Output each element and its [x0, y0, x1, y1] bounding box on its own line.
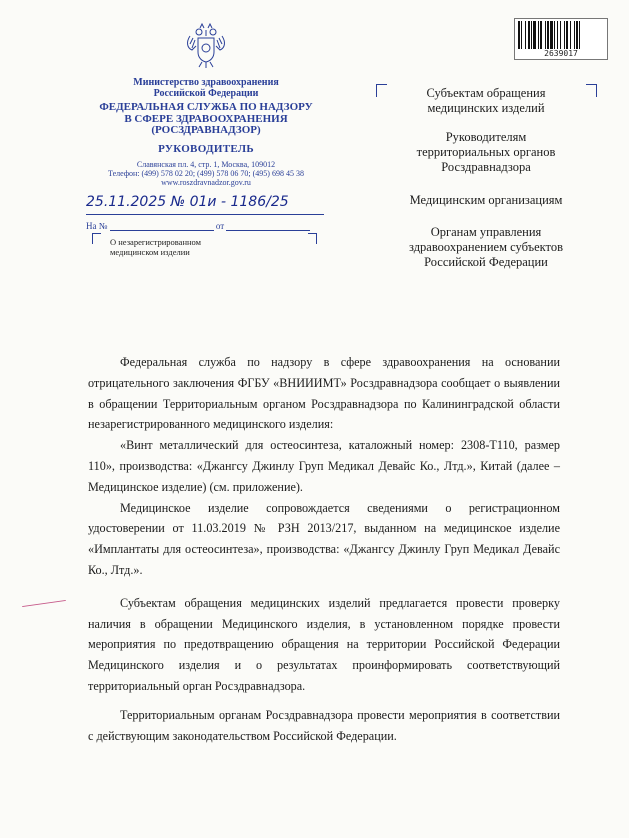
barcode-bar	[560, 21, 561, 49]
registration-underline	[86, 214, 324, 215]
barcode-number: 2639017	[544, 49, 578, 58]
barcode-bar	[521, 21, 522, 49]
barcode-bar	[540, 21, 542, 49]
barcode-bar	[557, 21, 558, 49]
subject-line: О незарегистрированном	[110, 237, 202, 247]
barcode-bar	[533, 21, 536, 49]
barcode-bar	[525, 21, 526, 49]
service-line: В СФЕРЕ ЗДРАВООХРАНЕНИЯ	[124, 112, 288, 125]
barcode-bar	[531, 21, 532, 49]
head-title: РУКОВОДИТЕЛЬ	[158, 143, 254, 155]
body-paragraph: Территориальным органам Росздравнадзора провести мероприятия в соответствии с действующим законодательством Российской Федерации.	[88, 707, 560, 743]
addressee-3	[388, 193, 584, 208]
body-paragraph: Федеральная служба по надзору в сфере здравоохранения на основании отрицательного заключения ФГБУ «ВНИИИМТ» Росздравнадзора сообщает о выявлении в обращении Территориальным органом Росздравнадзора по Калининградской области незарегистрированного медицинского изделия:	[88, 355, 560, 432]
addressee-4	[388, 225, 584, 270]
ministry-line: Российской Федерации	[153, 88, 259, 99]
service-line: (РОСЗДРАВНАДЗОР)	[151, 124, 261, 136]
addressee-1	[388, 86, 584, 116]
barcode-bar	[564, 21, 565, 49]
barcode-bar	[554, 21, 555, 49]
service-line: ФЕДЕРАЛЬНАЯ СЛУЖБА ПО НАДЗОРУ	[99, 101, 313, 113]
subject-corner-left	[92, 233, 101, 244]
barcode-bar	[528, 21, 530, 49]
addressee-corner-left	[376, 84, 387, 97]
registration-block	[86, 194, 336, 216]
phone-line: Телефон: (499) 578 02 20; (499) 578 06 70; (495) 698 45 38	[108, 169, 304, 178]
coat-of-arms-icon	[184, 22, 228, 70]
addressee-line: Медицинским организациям	[409, 193, 563, 207]
website-line: www.roszdravnadzor.gov.ru	[161, 178, 251, 187]
body-paragraph: «Винт металлический для остеосинтеза, каталожный номер: 2308-T110, размер 110», производства: «Джангсу Джинлу Груп Медикал Девайс Ко., Лтд.», Китай (далее – Медицинское изделие) (см. приложение).	[88, 438, 560, 494]
barcode-bar	[566, 21, 568, 49]
subject	[110, 237, 310, 257]
barcode-bar	[570, 21, 571, 49]
barcode-bar	[547, 21, 549, 49]
barcode-bar	[576, 21, 578, 49]
barcode-bar	[538, 21, 539, 49]
barcode-bars	[515, 21, 607, 51]
barcode-bar	[574, 21, 575, 49]
addressee-corner-right	[586, 84, 597, 97]
addressee-line: медицинских изделий	[427, 101, 545, 115]
subject-line: медицинском изделии	[110, 247, 190, 257]
barcode-bar	[579, 21, 580, 49]
ministry-name	[100, 77, 312, 99]
body-text	[88, 352, 560, 746]
addressee-line: здравоохранением субъектов	[408, 240, 563, 254]
service-name	[92, 102, 320, 137]
body-paragraph: Субъектам обращения медицинских изделий предлагается провести проверку наличия в обращении Медицинского изделия, в установленном порядке провести мероприятия по предотвращению обращения на территории Российской Федерации Медицинского изделия и о результатах проинформировать соответствующий территориальный орган Росздравнадзора.	[88, 595, 560, 693]
pen-mark	[22, 600, 66, 607]
from-label: от	[215, 221, 225, 231]
addressee-line: Субъектам обращения	[426, 86, 546, 100]
sender-address	[86, 160, 326, 187]
on-no-blank	[110, 220, 214, 231]
addressee-line: Росздравнадзора	[441, 160, 531, 174]
body-paragraph: Медицинское изделие сопровождается сведениями о регистрационном удостоверении от 11.03.2019 № РЗН 2013/217, выданном на медицинское изделие «Имплантаты для остеосинтеза», производства: «Джангсу Джинлу Груп Медикал Девайс Ко., Лтд.».	[88, 500, 560, 577]
barcode-bar	[550, 21, 553, 49]
from-blank	[226, 220, 310, 231]
addressee-2	[388, 130, 584, 175]
registration-handwritten: 25.11.2025 № 01и - 1186/25	[86, 194, 289, 210]
addressee-line: территориальных органов	[416, 145, 556, 159]
address-line: Славянская пл. 4, стр. 1, Москва, 109012	[136, 160, 276, 169]
reference-line	[86, 220, 326, 231]
ministry-line: Министерство здравоохранения	[133, 77, 279, 88]
addressee-line: Руководителям	[445, 130, 527, 144]
barcode-bar	[545, 21, 546, 49]
barcode	[514, 18, 608, 60]
on-no-label: На №	[86, 221, 108, 231]
addressee-line: Российской Федерации	[424, 255, 548, 269]
addressee-line: Органам управления	[430, 225, 542, 239]
barcode-bar	[518, 21, 520, 49]
